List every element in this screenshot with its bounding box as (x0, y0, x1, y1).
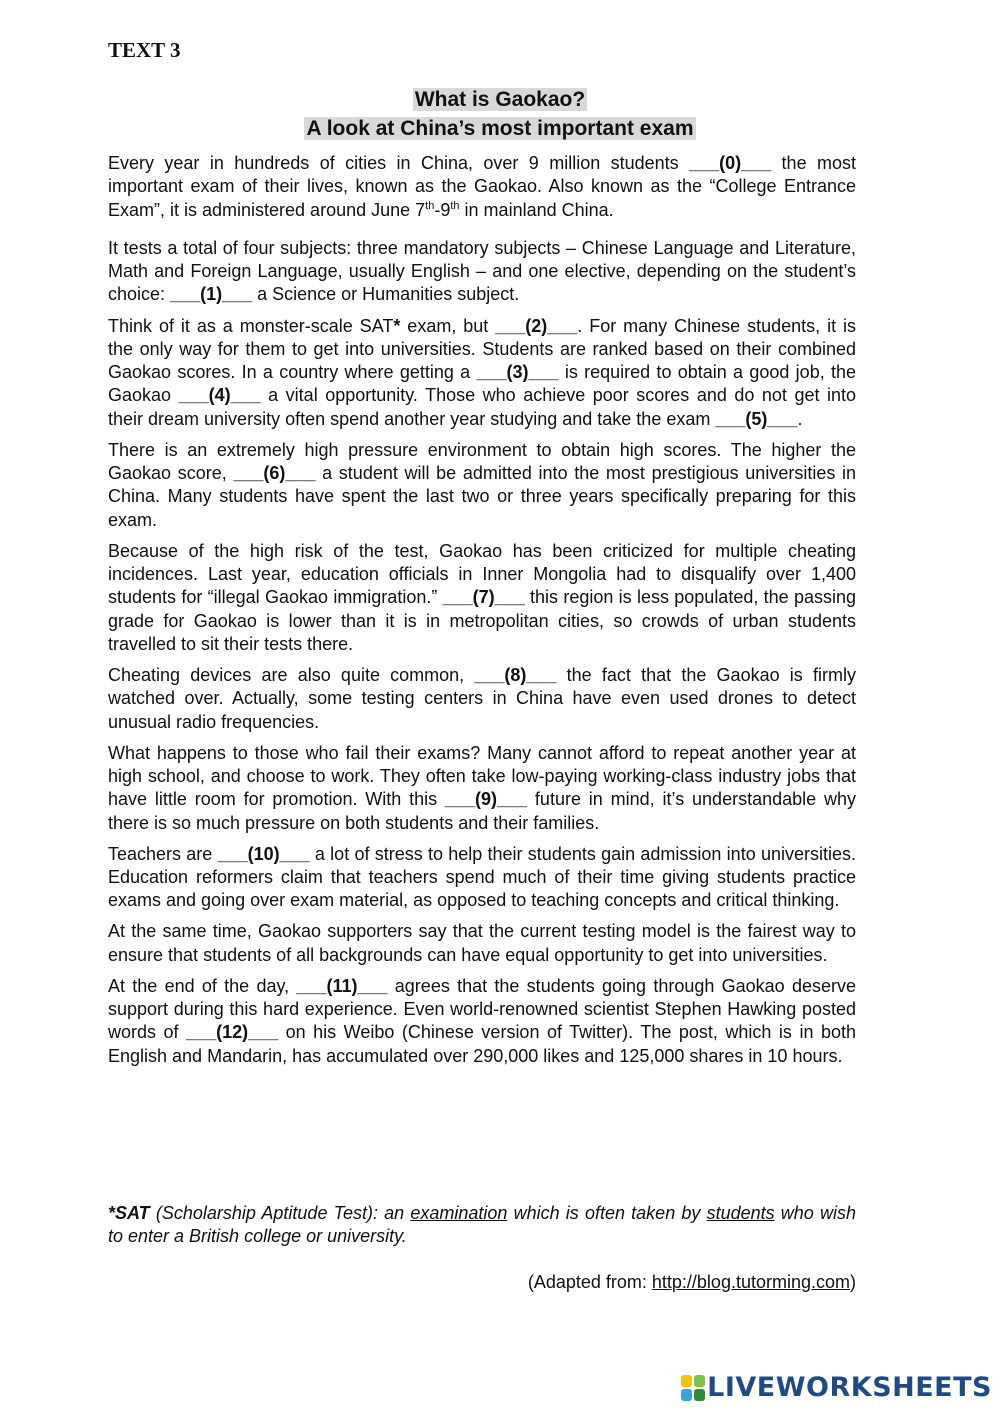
paragraph-2: It tests a total of four subjects: three mandatory subjects – Chinese Language and Literature, Math and Foreign Language, usually English – and one elective, depending on the student’s choice: ___(1)___ a Science or Humanities subject. (108, 237, 856, 305)
blank-4[interactable]: ___(4)___ (178, 385, 261, 406)
logo-tile (694, 1389, 705, 1401)
blank-9[interactable]: ___(9)___ (445, 789, 528, 810)
blank-7[interactable]: ___(7)___ (442, 587, 525, 608)
paragraph-9: At the same time, Gaokao supporters say that the current testing model is the fairest way to ensure that students of all backgrounds can have equal opportunity to get into universities. (108, 921, 856, 965)
paragraph-1: Every year in hundreds of cities in China, over 9 million students ___(0)___ the most important exam of their lives, known as the Gaokao. Also known as the “College Entrance Exam”, it is administered around June 7th-9th in mainland China. (108, 153, 856, 220)
blank-11[interactable]: ___(11)___ (296, 975, 388, 996)
blank-8[interactable]: ___(8)___ (474, 665, 557, 686)
paragraph-4: There is an extremely high pressure environment to obtain high scores. The higher the Gaokao score, ___(6)___ a student will be admitted into the most prestigious universities in China. Many students have spent the last two or three years specifically preparing for this exam. (108, 439, 857, 530)
logo-tile (681, 1375, 692, 1387)
blank-3[interactable]: ___(3)___ (476, 362, 559, 383)
brand-name: LIVEWORKSHEETS (707, 1372, 992, 1403)
page-subtitle: A look at China’s most important exam (306, 117, 694, 140)
logo-icon (681, 1375, 705, 1401)
paragraph-10: At the end of the day, ___(11)___ agrees that the students going through Gaokao deserve support during this hard experience. Even world-renowned scientist Stephen Hawking posted words of ___(12)___ on his Weibo (Chinese version of Twitter). The post, which is in both English and Mandarin, has accumulated over 290,000 likes and 125,000 shares in 10 hours. (108, 975, 856, 1066)
blank-1[interactable]: ___(1)___ (170, 284, 253, 305)
paragraph-3: Think of it as a monster-scale SAT* exam, but ___(2)___. For many Chinese students, it is the only way for them to get into universities. Students are ranked based on their combined Gaokao scores. In a country where getting a ___(3)___ is required to obtain a good job, the Gaokao ___(4)___ a vital opportunity. Those who achieve poor scores and do not get into their dream university often spend another year studying and take the exam ___(5)___. (108, 315, 857, 429)
logo-tile (694, 1375, 705, 1387)
source-citation: (Adapted from: http://blog.tutorming.com) (527, 1272, 856, 1292)
blank-10[interactable]: ___(10)___ (217, 843, 310, 864)
logo-tile (681, 1389, 692, 1401)
blank-5[interactable]: ___(5)___ (715, 408, 798, 429)
blank-2[interactable]: ___(2)___ (495, 315, 578, 336)
paragraph-6: Cheating devices are also quite common, ___(8)___ the fact that the Gaokao is firmly watched over. Actually, some testing centers in China have even used drones to detect unusual radio frequencies. (108, 665, 856, 732)
article-body (108, 152, 856, 1076)
paragraph-7: What happens to those who fail their exams? Many cannot afford to repeat another year at high school, and choose to work. They often take low-paying working-class industry jobs that have little room for promotion. With this ___(9)___ future in mind, it’s understandable why there is so much pressure on both students and their families. (108, 742, 856, 833)
text-label: TEXT 3 (108, 38, 181, 62)
liveworksheets-logo[interactable] (681, 1372, 992, 1403)
blank-6[interactable]: ___(6)___ (233, 463, 316, 484)
paragraph-8: Teachers are ___(10)___ a lot of stress to help their students gain admission into universities. Education reformers claim that teachers spend much of their time giving students practice exams and going over exam material, as opposed to teaching concepts and critical thinking. (108, 843, 857, 911)
title-block (0, 86, 1000, 143)
blank-0: ___(0)___ (689, 153, 772, 173)
footnote: *SAT (Scholarship Aptitude Test): an examination which is often taken by students who wish to enter a British college or university. (108, 1203, 857, 1247)
blank-12[interactable]: ___(12)___ (186, 1022, 279, 1043)
source-link[interactable]: http://blog.tutorming.com (651, 1272, 850, 1292)
page-title: What is Gaokao? (414, 88, 586, 111)
paragraph-5: Because of the high risk of the test, Gaokao has been criticized for multiple cheating incidences. Last year, education officials in Inner Mongolia had to disqualify over 1,400 students for “illegal Gaokao immigration.” ___(7)___ this region is less populated, the passing grade for Gaokao is lower than it is in metropolitan cities, so crowds of urban students travelled to sit their tests there. (108, 540, 857, 655)
